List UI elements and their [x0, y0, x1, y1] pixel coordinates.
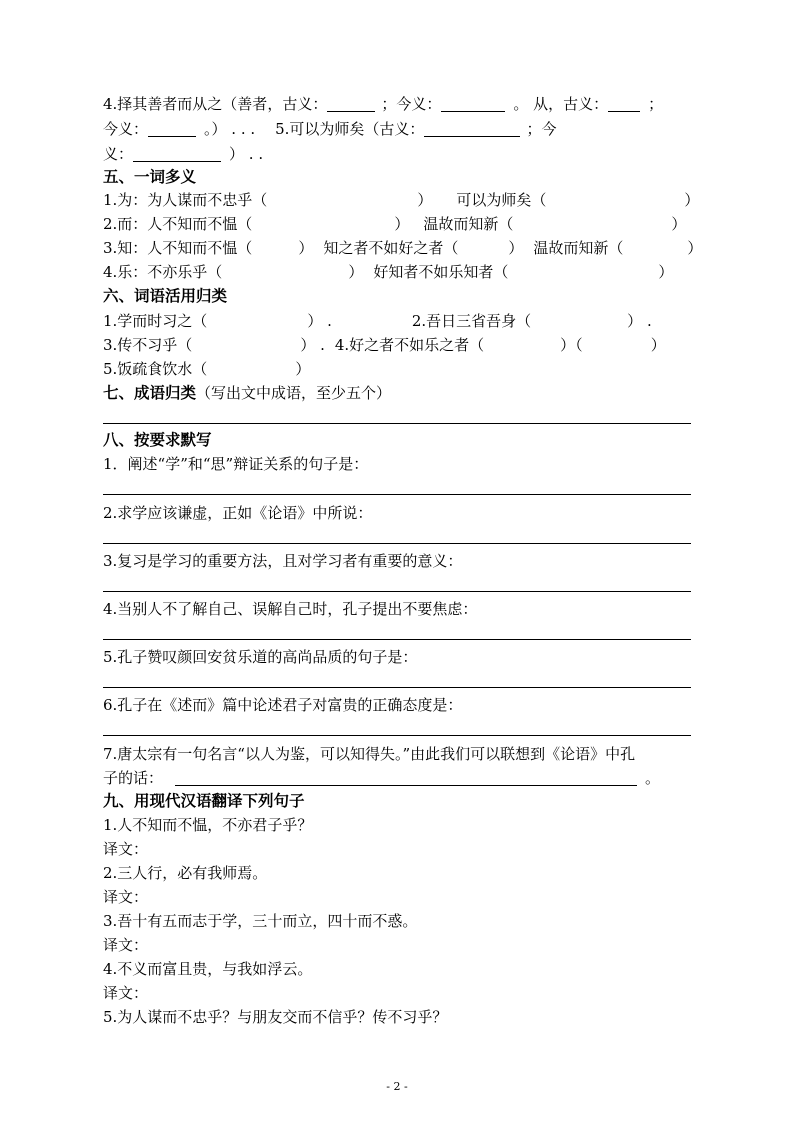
section-note: （写出文中成语，至少五个） — [196, 384, 392, 402]
dictation-question: 7.唐太宗有一句名言“以人为鉴，可以知得失。”由此我们可以联想到《论语》中孔 — [103, 745, 636, 763]
item-text: ） — [298, 239, 314, 257]
dictation-question: 6.孔子在《述而》篇中论述君子对富贵的正确态度是： — [103, 696, 463, 714]
translation-label: 译文： — [103, 840, 149, 858]
section-heading: 七、成语归类 — [103, 384, 197, 402]
q5-line — [103, 143, 263, 165]
polysemy-item — [103, 261, 673, 283]
answer-line[interactable] — [103, 735, 691, 736]
section-heading: 五、一词多义 — [103, 168, 197, 186]
item-text: 3.知：人不知而不愠（ — [103, 239, 253, 257]
translation-sentence: 3.吾十有五而志于学，三十而立，四十而不惑。 — [103, 912, 418, 930]
answer-line[interactable] — [103, 591, 691, 592]
item-text: 5.饭疏食饮水（ — [103, 360, 208, 378]
q4-text: ；今义： — [381, 95, 442, 113]
item-text: 4.好之者不如乐之者（ — [334, 336, 485, 354]
answer-blank[interactable] — [148, 121, 196, 137]
dictation-question: 4.当别人不了解自己、误解自己时，孔子提出不要焦虑： — [103, 600, 478, 618]
translation-sentence: 4.不义而富且贵，与我如浮云。 — [103, 960, 313, 978]
translation-sentence: 1.人不知而不愠，不亦君子乎？ — [103, 816, 313, 834]
item-text: 2.吾日三省吾身（ — [411, 312, 532, 330]
item-text: 1.学而时习之（ — [103, 312, 208, 330]
item-text: ） — [348, 263, 364, 281]
dictation-question: 5.孔子赞叹颜回安贫乐道的高尚品质的句子是： — [103, 648, 418, 666]
q4-text: 4.择其善者而从之（善者，古义： — [103, 95, 328, 113]
translation-sentence: 2.三人行，必有我师焉。 — [103, 864, 268, 882]
q5-text: 5.可以为师矣（古义： — [275, 120, 425, 138]
page-number: - 2 - — [386, 1080, 408, 1093]
item-text: ） — [508, 239, 524, 257]
answer-blank[interactable] — [175, 770, 637, 786]
answer-line[interactable] — [103, 687, 691, 688]
dictation-question: 2.求学应该谦虚，正如《论语》中所说： — [103, 504, 373, 522]
q4-text: 今义： — [103, 120, 149, 138]
item-text: ） — [295, 360, 311, 378]
answer-blank[interactable] — [441, 96, 505, 112]
item-text: ） — [684, 191, 700, 209]
dictation-question — [103, 767, 660, 789]
item-text: 4.乐：不亦乐乎（ — [103, 263, 223, 281]
answer-line[interactable] — [103, 639, 691, 640]
translation-sentence: 5.为人谋而不忠乎？与朋友交而不信乎？传不习乎？ — [103, 1008, 448, 1026]
conversion-item — [103, 334, 666, 356]
answer-line[interactable] — [103, 543, 691, 544]
answer-blank[interactable] — [608, 96, 640, 112]
section-heading: 八、按要求默写 — [103, 431, 212, 449]
item-text: ） . — [627, 312, 652, 330]
translation-label: 译文： — [103, 936, 149, 954]
item-text: ） — [658, 263, 674, 281]
polysemy-item — [103, 237, 702, 259]
item-text: 温故而知新（ — [423, 215, 514, 233]
item-text: ）（ — [560, 336, 583, 354]
q5-text: ） . . — [229, 145, 264, 163]
answer-line[interactable] — [103, 423, 691, 424]
item-text: 。 — [645, 769, 661, 787]
answer-blank[interactable] — [327, 96, 375, 112]
q4-text: 。） . . . — [204, 120, 256, 138]
translation-label: 译文： — [103, 888, 149, 906]
q5-text: ；今 — [526, 120, 557, 138]
item-text: 子的话： — [103, 769, 164, 787]
q4-text: ； — [648, 95, 664, 113]
idiom-heading-line — [103, 382, 391, 404]
item-text: 2.而：人不知而不愠（ — [103, 215, 253, 233]
q5-text: 义： — [103, 145, 134, 163]
translation-label: 译文： — [103, 984, 149, 1002]
section-heading: 九、用现代汉语翻译下列句子 — [103, 792, 305, 810]
section-heading: 六、词语活用归类 — [103, 287, 228, 305]
item-text: 温故而知新（ — [533, 239, 624, 257]
item-text: ） — [687, 239, 703, 257]
item-text: 知之者不如好之者（ — [323, 239, 459, 257]
item-text: ） — [417, 191, 433, 209]
q4-text: 。 从，古义： — [513, 95, 609, 113]
item-text: 1.为：为人谋而不忠乎（ — [103, 191, 268, 209]
item-text: 3.传不习乎（ — [103, 336, 193, 354]
dictation-question: 1．阐述“学”和“思”辩证关系的句子是： — [103, 455, 369, 473]
item-text: 可以为师矣（ — [456, 191, 547, 209]
item-text: ） . — [307, 312, 332, 330]
conversion-item — [103, 358, 310, 380]
item-text: ） — [650, 336, 666, 354]
item-text: ） — [671, 215, 687, 233]
conversion-item — [103, 310, 652, 332]
polysemy-item — [103, 189, 699, 211]
q4-line — [103, 93, 663, 115]
polysemy-item — [103, 213, 686, 235]
answer-blank[interactable] — [133, 146, 221, 162]
q4-line — [103, 118, 556, 140]
item-text: ） — [394, 215, 410, 233]
item-text: 好知者不如乐知者（ — [373, 263, 509, 281]
answer-line[interactable] — [103, 494, 691, 495]
answer-blank[interactable] — [424, 121, 520, 137]
item-text: ） . — [300, 336, 325, 354]
dictation-question: 3.复习是学习的重要方法，且对学习者有重要的意义： — [103, 552, 463, 570]
